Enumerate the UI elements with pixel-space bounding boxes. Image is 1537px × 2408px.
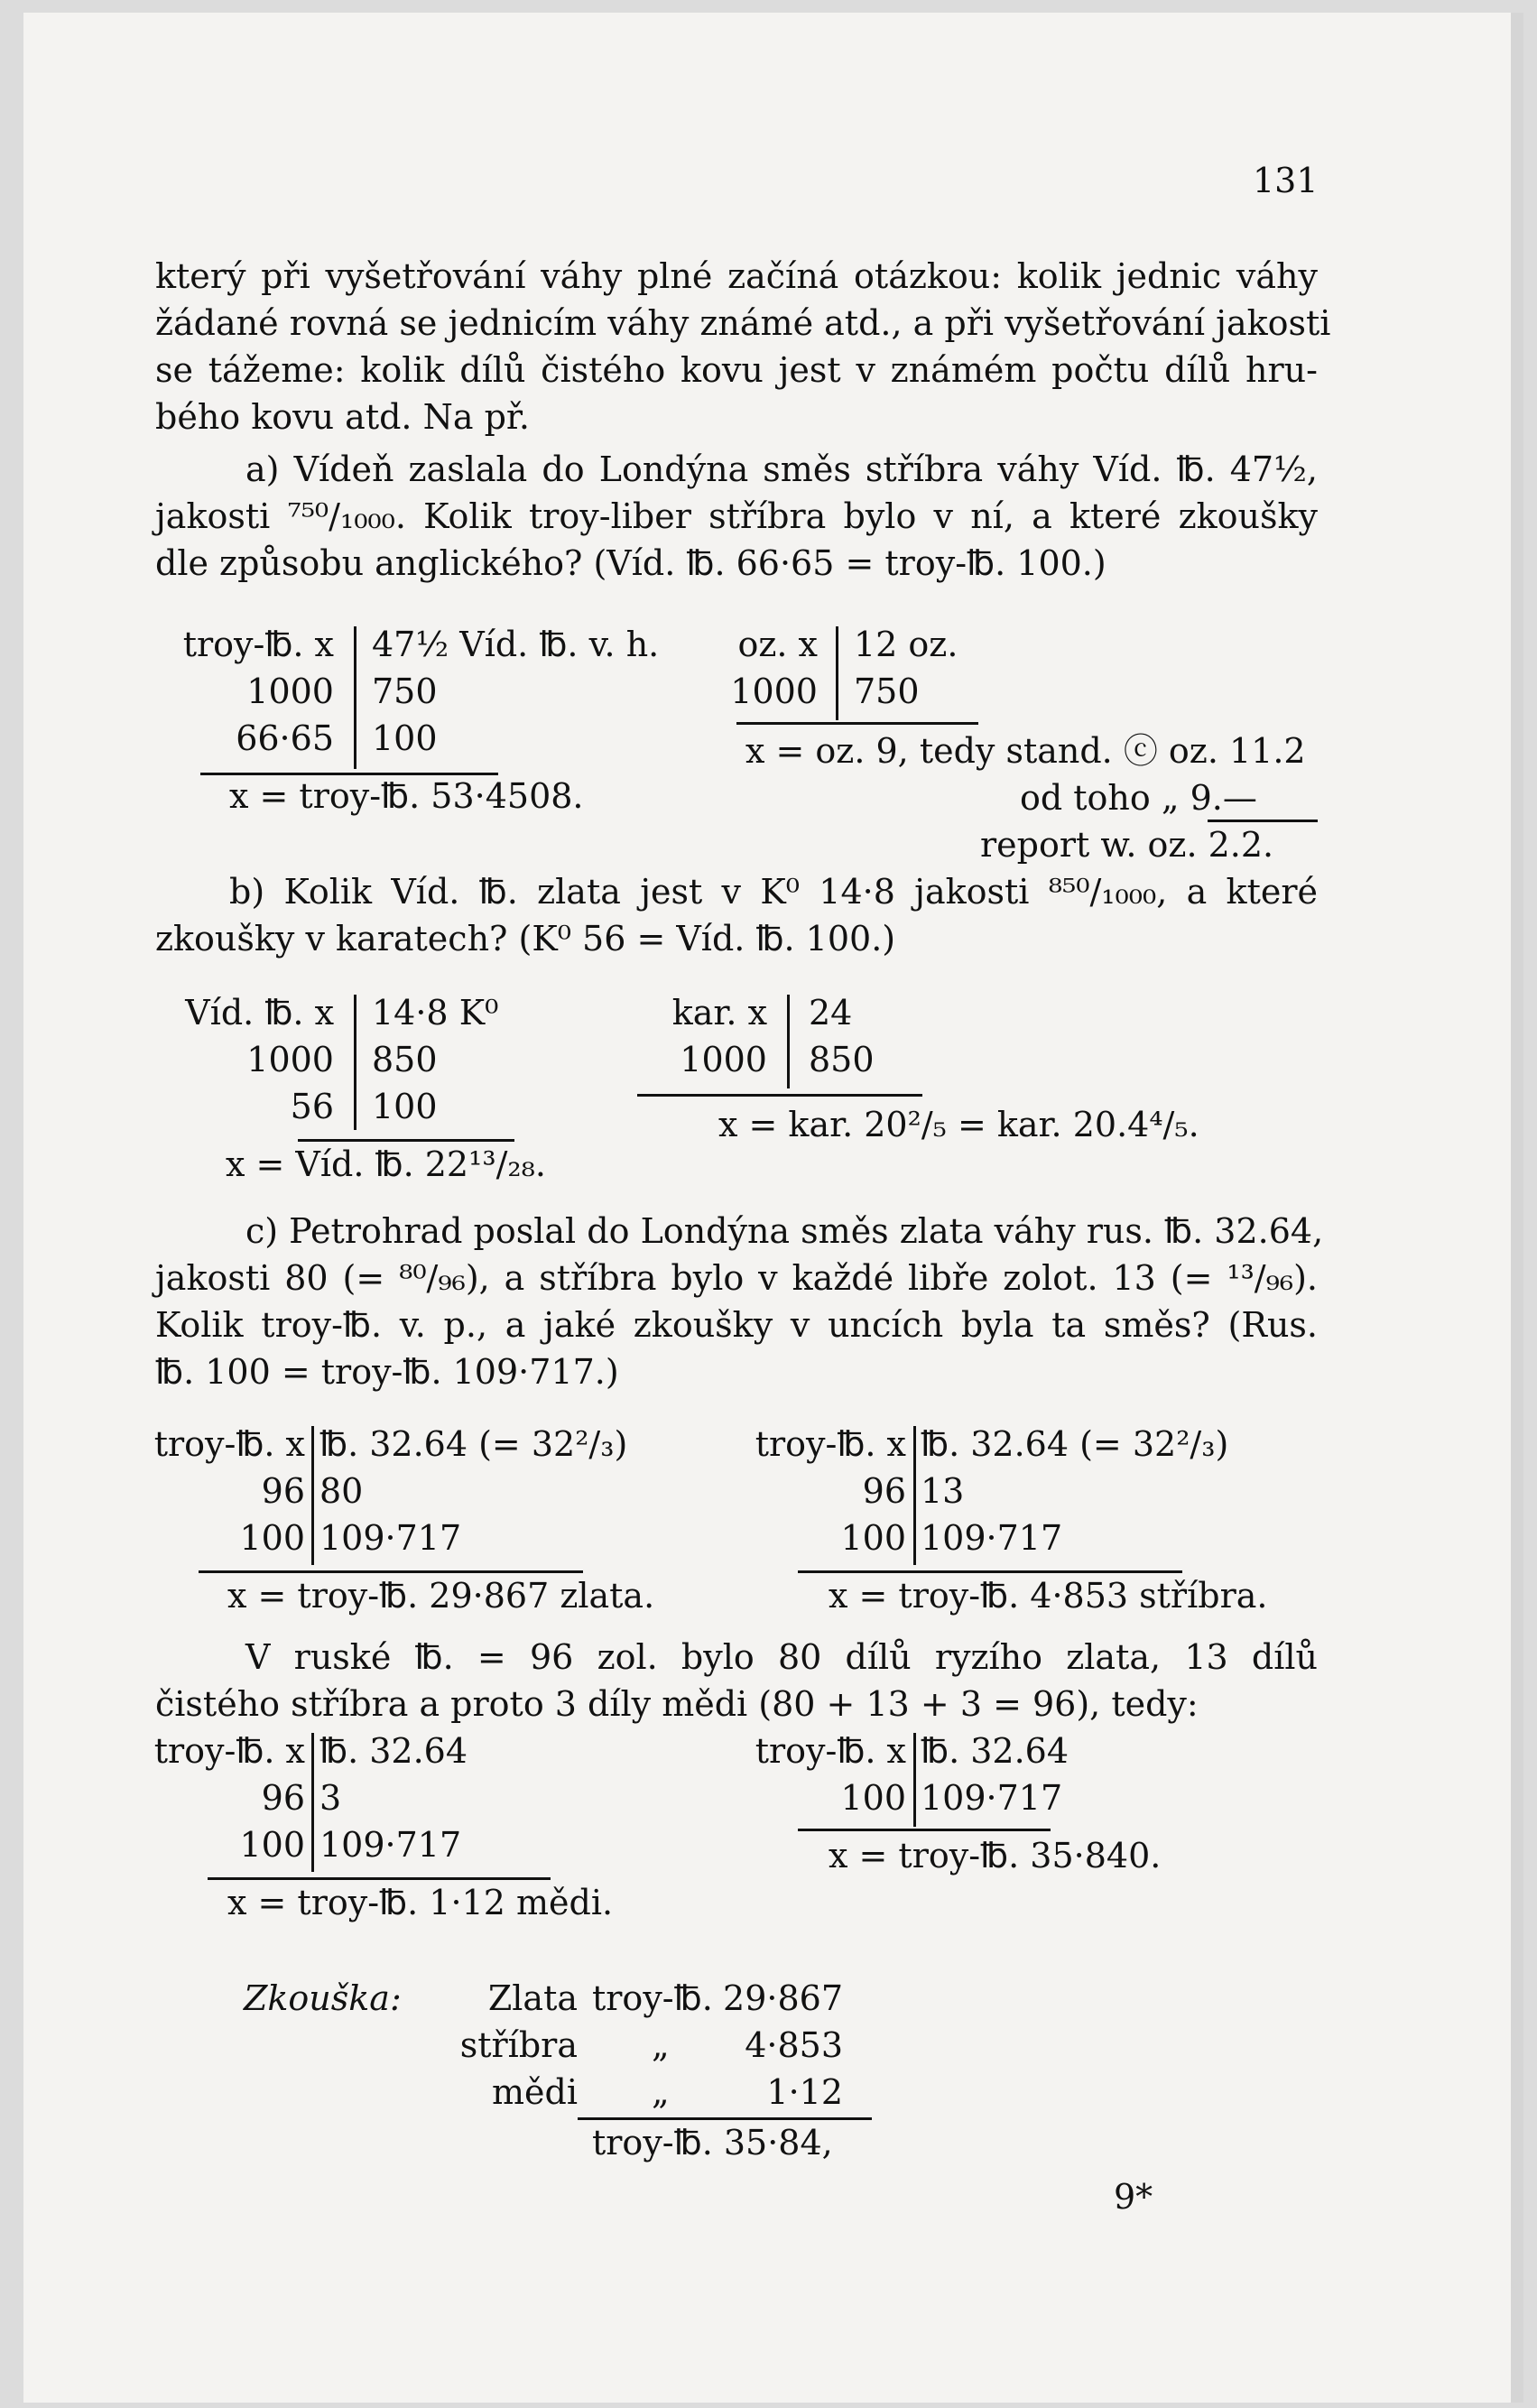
table-cell: 850 bbox=[372, 1040, 438, 1079]
text-line: jakosti 80 (= ⁸⁰/₉₆), a stříbra bylo v každé libře zolot. 13 (= ¹³/₉₆). bbox=[155, 1258, 1318, 1298]
zkouska-metal: stříbra bbox=[459, 2025, 578, 2065]
text-line: Kolik troy-℔. v. p., a jaké zkoušky v uncích byla ta směs? (Rus. bbox=[155, 1305, 1318, 1345]
table-cell: 56 bbox=[290, 1087, 334, 1126]
table-result: x = oz. 9, tedy stand. ⓒ oz. 11.2 bbox=[745, 731, 1306, 771]
zkouska-unit: troy-℔. bbox=[592, 1978, 713, 2018]
table-cell: 96 bbox=[261, 1778, 305, 1818]
table-cell: 12 oz. bbox=[854, 625, 958, 664]
table-cell: ℔. 32.64 (= 32²/₃) bbox=[921, 1424, 1229, 1464]
table-cell: 96 bbox=[862, 1471, 906, 1511]
table-cell: ℔. 32.64 bbox=[921, 1731, 1069, 1771]
text-line: a) Vídeň zaslala do Londýna směs stříbra váhy Víd. ℔. 47½, bbox=[245, 449, 1318, 489]
text-line: ℔. 100 = troy-℔. 109·717.) bbox=[155, 1352, 619, 1392]
table-cell: troy-℔. x bbox=[153, 1731, 305, 1771]
table-cell: 109·717 bbox=[319, 1518, 462, 1558]
table-result: x = troy-℔. 29·867 zlata. bbox=[227, 1576, 655, 1616]
page-number: 131 bbox=[1253, 161, 1319, 200]
table-result: x = troy-℔. 35·840. bbox=[829, 1836, 1162, 1875]
table-cell: 1000 bbox=[730, 671, 818, 711]
table-rule bbox=[736, 722, 978, 725]
table-result: x = troy-℔. 53·4508. bbox=[229, 776, 584, 816]
zkouska-value: 1·12 bbox=[766, 2072, 843, 2112]
table-cell: 3 bbox=[319, 1778, 342, 1818]
table-cell: 66·65 bbox=[236, 718, 334, 758]
table-cell: 850 bbox=[809, 1040, 875, 1079]
table-cell: troy-℔. x bbox=[153, 1424, 305, 1464]
text-line: který při vyšetřování váhy plné začíná otázkou: kolik jednic váhy bbox=[155, 256, 1318, 296]
zkouska-ditto: „ bbox=[652, 2025, 670, 2065]
table-cell: Víd. ℔. x bbox=[185, 993, 334, 1033]
table-cell: 96 bbox=[261, 1471, 305, 1511]
problem-a-text bbox=[155, 446, 1318, 587]
table-cell: 13 bbox=[921, 1471, 965, 1511]
table-cell: 109·717 bbox=[921, 1778, 1063, 1818]
table-cell: troy-℔. x bbox=[755, 1731, 906, 1771]
table-divider bbox=[311, 1426, 314, 1565]
text-line: V ruské ℔. = 96 zol. bylo 80 dílů ryzího zlata, 13 dílů bbox=[245, 1637, 1318, 1677]
table-cell: 1000 bbox=[246, 1040, 334, 1079]
intro-paragraph bbox=[155, 253, 1331, 440]
text-line: bého kovu atd. Na př. bbox=[155, 397, 530, 437]
text-line: dle způsobu anglického? (Víd. ℔. 66·65 = troy-℔. 100.) bbox=[155, 543, 1106, 583]
text-line: se tážeme: kolik dílů čistého kovu jest v známém počtu dílů hru- bbox=[155, 350, 1318, 390]
text-line: zkoušky v karatech? (K⁰ 56 = Víd. ℔. 100.) bbox=[155, 919, 896, 959]
table-cell: 24 bbox=[809, 993, 853, 1033]
table-cell: ℔. 32.64 bbox=[319, 1731, 468, 1771]
table-rule bbox=[637, 1094, 922, 1097]
table-cell: 100 bbox=[372, 718, 438, 758]
text-line: c) Petrohrad poslal do Londýna směs zlata váhy rus. ℔. 32.64, bbox=[245, 1211, 1324, 1251]
table-cell: troy-℔. x bbox=[755, 1424, 906, 1464]
table-cell: 750 bbox=[854, 671, 920, 711]
table-cell: kar. x bbox=[671, 993, 767, 1033]
table-cell: 100 bbox=[372, 1087, 438, 1126]
table-result: x = kar. 20²/₅ = kar. 20.4⁴/₅. bbox=[718, 1105, 1199, 1144]
table-cell: 14·8 K⁰ bbox=[372, 993, 499, 1033]
table-rule bbox=[798, 1829, 1051, 1831]
table-cell: 100 bbox=[239, 1518, 305, 1558]
zkouska-total: troy-℔. 35·84, bbox=[592, 2123, 833, 2163]
table-divider bbox=[354, 995, 356, 1130]
table-note: od toho „ 9.— bbox=[1020, 778, 1257, 818]
zkouska-value: 4·853 bbox=[745, 2025, 843, 2065]
zkouska-value: 29·867 bbox=[723, 1978, 843, 2018]
table-divider bbox=[311, 1733, 314, 1872]
signature-mark: 9* bbox=[1114, 2177, 1153, 2217]
table-cell: 1000 bbox=[680, 1040, 767, 1079]
table-cell: oz. x bbox=[737, 625, 818, 664]
table-cell: 109·717 bbox=[921, 1518, 1063, 1558]
table-divider bbox=[913, 1733, 916, 1827]
russian-paragraph bbox=[155, 1634, 1318, 1727]
table-result: x = troy-℔. 4·853 stříbra. bbox=[829, 1576, 1268, 1616]
table-cell: 109·717 bbox=[319, 1825, 462, 1865]
table-divider bbox=[836, 626, 838, 720]
table-cell: troy-℔. x bbox=[182, 625, 334, 664]
zkouska-metal: mědi bbox=[492, 2072, 578, 2112]
zkouska-ditto: „ bbox=[652, 2072, 670, 2112]
zkouska-label: Zkouška: bbox=[244, 1978, 402, 2018]
table-note: report w. oz. 2.2. bbox=[980, 825, 1274, 865]
table-cell: 1000 bbox=[246, 671, 334, 711]
table-divider bbox=[787, 995, 790, 1088]
text-line: jakosti ⁷⁵⁰/₁₀₀₀. Kolik troy-liber stříbra bylo v ní, a které zkoušky bbox=[155, 496, 1318, 536]
table-cell: 100 bbox=[840, 1778, 906, 1818]
text-line: čistého stříbra a proto 3 díly mědi (80 + 13 + 3 = 96), tedy: bbox=[155, 1684, 1199, 1724]
text-line: b) Kolik Víd. ℔. zlata jest v K⁰ 14·8 jakosti ⁸⁵⁰/₁₀₀₀, a které bbox=[229, 872, 1318, 912]
text-line: žádané rovná se jednicím váhy známé atd., a při vyšetřování jakosti bbox=[155, 303, 1331, 343]
table-cell: 80 bbox=[319, 1471, 364, 1511]
problem-c-text bbox=[155, 1208, 1324, 1395]
problem-b-text bbox=[155, 868, 1318, 962]
page-edge bbox=[1511, 13, 1523, 2403]
table-cell: ℔. 32.64 (= 32²/₃) bbox=[319, 1424, 628, 1464]
table-result: x = troy-℔. 1·12 mědi. bbox=[227, 1883, 614, 1922]
table-cell: 750 bbox=[372, 671, 438, 711]
table-divider bbox=[354, 626, 356, 769]
table-cell: 47½ Víd. ℔. v. h. bbox=[372, 625, 660, 664]
table-cell: 100 bbox=[239, 1825, 305, 1865]
table-divider bbox=[913, 1426, 916, 1565]
table-result: x = Víd. ℔. 22¹³/₂₈. bbox=[226, 1144, 546, 1184]
zkouska-metal: Zlata bbox=[487, 1978, 578, 2018]
table-cell: 100 bbox=[840, 1518, 906, 1558]
